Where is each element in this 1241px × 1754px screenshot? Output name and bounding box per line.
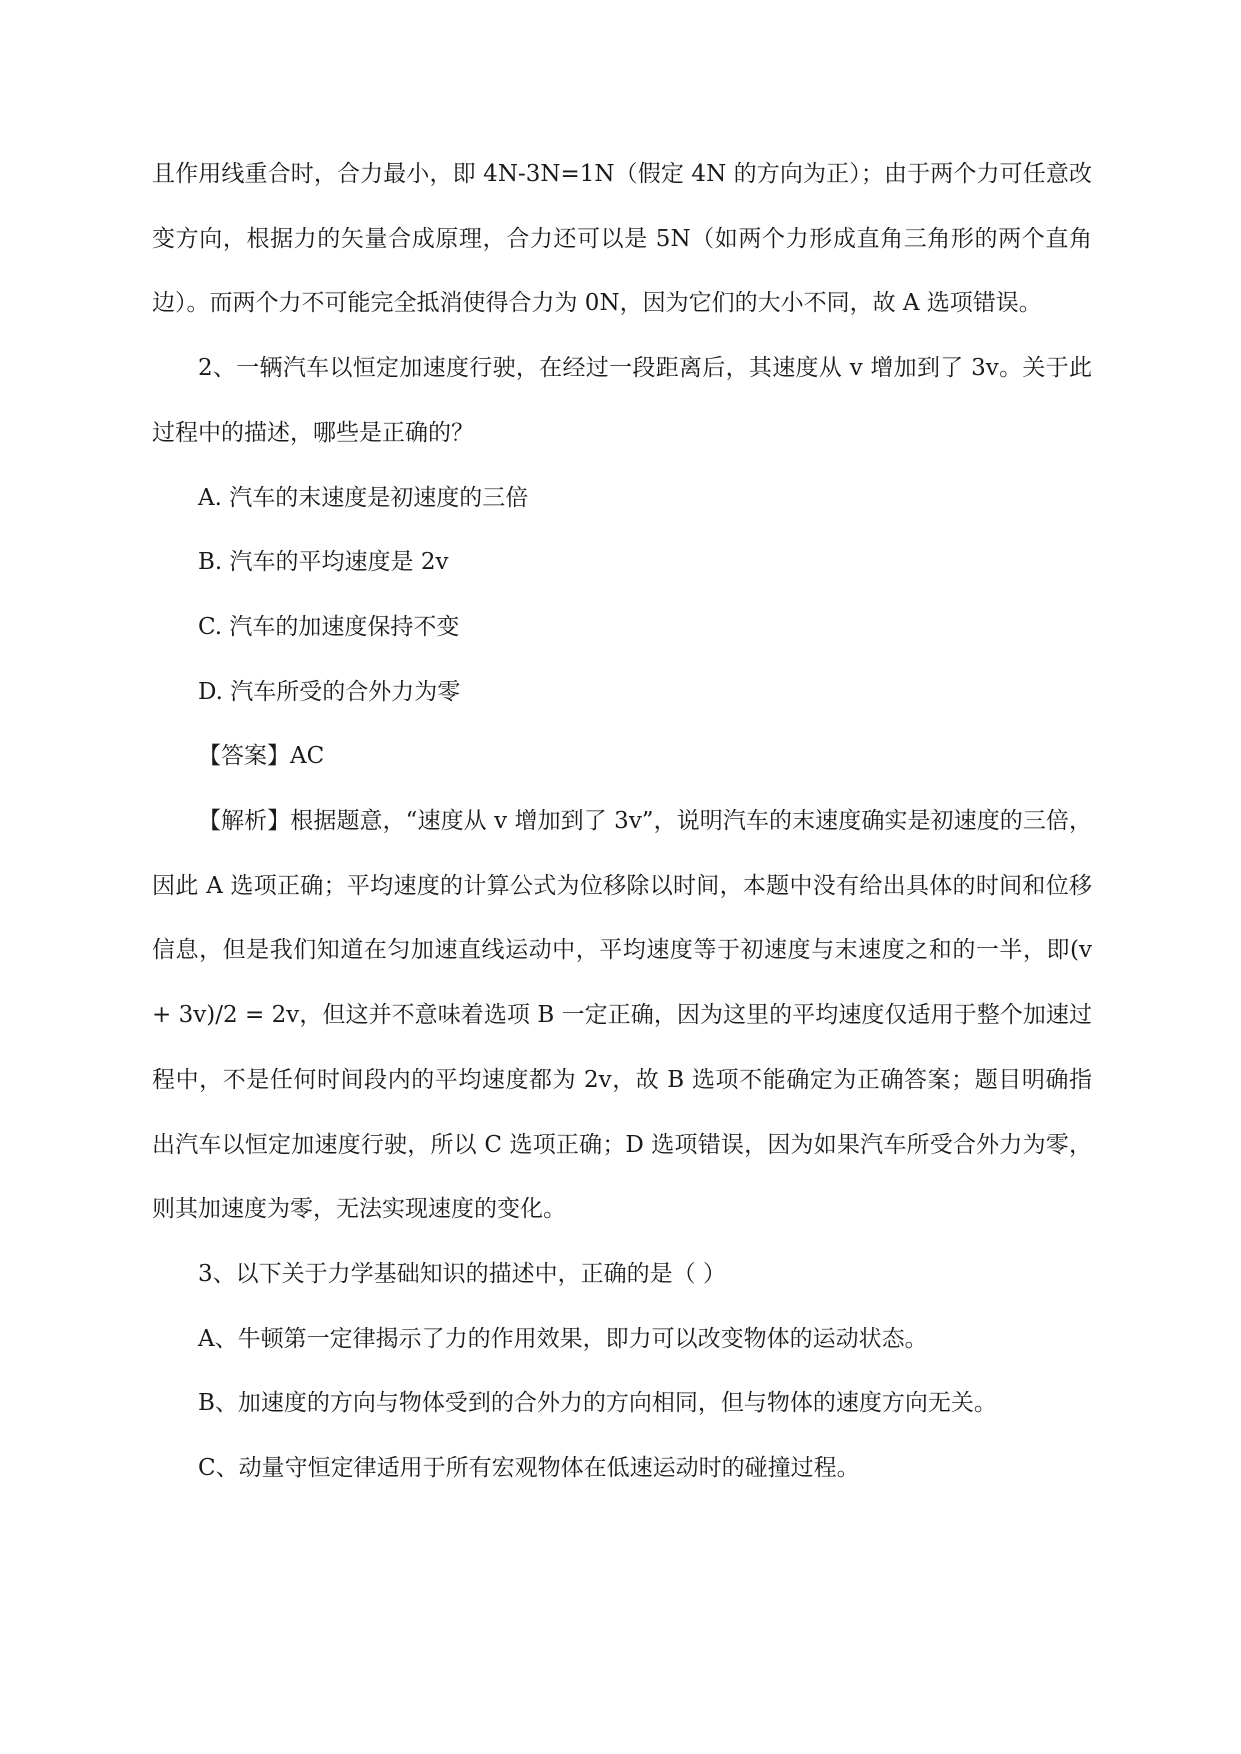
paragraph-explanation-continued: 且作用线重合时，合力最小，即 4N-3N=1N（假定 4N 的方向为正）；由于两个力可任意改变方向，根据力的矢量合成原理，合力还可以是 5N（如两个力形成直角三角形的两个直角边）。而两个力不可能完全抵消使得合力为 0N，因为它们的大小不同，故 A 选项错误。 [152, 161, 1092, 317]
question-2-analysis: 【解析】根据题意，“速度从 v 增加到了 3v”，说明汽车的末速度确实是初速度的三倍，因此 A 选项正确；平均速度的计算公式为位移除以时间，本题中没有给出具体的时间和位移信息，但是我们知道在匀加速直线运动中，平均速度等于初速度与末速度之和的一半，即(v + 3v)/2 = 2v，但这并不意味着选项 B 一定正确，因为这里的平均速度仅适用于整个加速过程中，不是任何时间段内的平均速度都为 2v，故 B 选项不能确定为正确答案；题目明确指出汽车以恒定加速度行驶，所以 C 选项正确；D 选项错误，因为如果汽车所受合外力为零，则其加速度为零，无法实现速度的变化。 [152, 808, 1092, 1223]
question-3-stem: 3、以下关于力学基础知识的描述中，正确的是（ ） [198, 1260, 726, 1287]
document-body [152, 142, 1092, 1501]
question-2-option-c: C. 汽车的加速度保持不变 [198, 613, 460, 640]
question-2-stem: 2、一辆汽车以恒定加速度行驶，在经过一段距离后，其速度从 v 增加到了 3v。关于此过程中的描述，哪些是正确的？ [152, 355, 1092, 446]
question-3-option-c: C、动量守恒定律适用于所有宏观物体在低速运动时的碰撞过程。 [198, 1455, 860, 1482]
question-2-answer: 【答案】AC [198, 743, 325, 770]
question-3-option-b: B、加速度的方向与物体受到的合外力的方向相同，但与物体的速度方向无关。 [198, 1390, 997, 1417]
question-2-option-a: A. 汽车的末速度是初速度的三倍 [198, 484, 529, 511]
question-2-option-d: D. 汽车所受的合外力为零 [198, 678, 461, 705]
question-2-option-b: B. 汽车的平均速度是 2v [198, 549, 449, 576]
question-3-option-a: A、牛顿第一定律揭示了力的作用效果，即力可以改变物体的运动状态。 [198, 1325, 928, 1352]
